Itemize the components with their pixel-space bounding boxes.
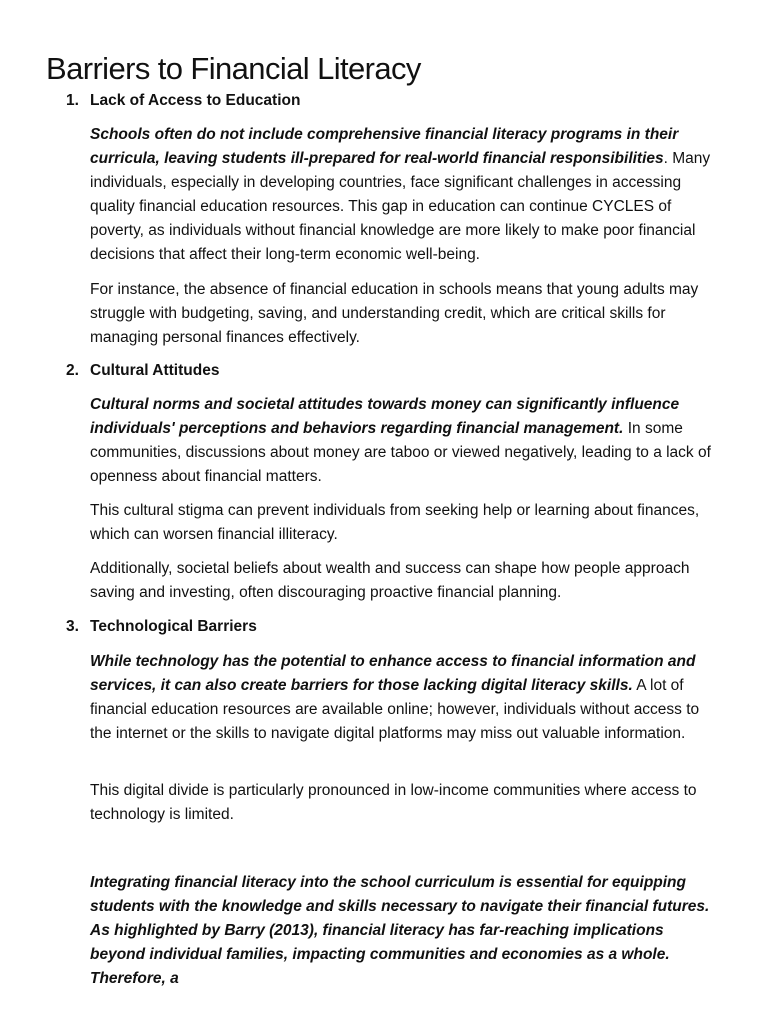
section-1-paragraph-1-text: . Many individuals, especially in developing countries, face significant challenges in accessing quality financial education resources. This gap in education can continue CYCLES of poverty, as individuals without financial knowledge are more likely to make poor financial decisions that affect their long-term economic well-being. [90, 150, 711, 263]
section-3-paragraph-1 [90, 650, 722, 746]
section-3-paragraph-1-text: A lot of financial education resources are available online; however, individuals without access to the internet or the skills to navigate digital platforms may miss out valuable information. [90, 677, 700, 742]
section-1-paragraph-1 [90, 123, 722, 267]
section-2-number: 2. [66, 362, 79, 379]
section-2-paragraph-3 [90, 557, 722, 605]
section-1-paragraph-2-text: For instance, the absence of financial education in schools means that young adults may struggle with budgeting, saving, and understanding credit, which are critical skills for managing personal finances effectively. [90, 281, 699, 346]
section-3-number: 3. [66, 618, 79, 635]
section-2-paragraph-1-text: In some communities, discussions about money are taboo or viewed negatively, leading to a lack of openness about financial matters. [90, 420, 711, 485]
section-2-paragraph-3-text: Additionally, societal beliefs about wealth and success can shape how people approach saving and investing, often discouraging proactive financial planning. [90, 560, 690, 601]
section-1-paragraph-1-lead: Schools often do not include comprehensive financial literacy programs in their curricula, leaving students ill-prepared for real-world financial responsibilities [90, 126, 679, 167]
page-title: Barriers to Financial Literacy [46, 51, 421, 86]
closing-paragraph: Integrating financial literacy into the school curriculum is essential for equipping students with the knowledge and skills necessary to navigate their financial futures. As highlighted by Barry (2013), financial literacy has far-reaching implications beyond individual families, impacting communities and economies as a whole. Therefore, a [90, 874, 710, 987]
section-3-paragraph-2-text: This digital divide is particularly pronounced in low-income communities where access to technology is limited. [90, 782, 697, 823]
section-1-paragraph-2 [90, 278, 722, 350]
section-2-paragraph-1 [90, 393, 722, 489]
section-2-heading: Cultural Attitudes [90, 362, 220, 379]
section-3-heading: Technological Barriers [90, 618, 257, 635]
section-2-paragraph-1-lead: Cultural norms and societal attitudes towards money can significantly influence individuals' perceptions and behaviors regarding financial management. [90, 396, 680, 437]
section-2-paragraph-2-text: This cultural stigma can prevent individuals from seeking help or learning about finances, which can worsen financial illiteracy. [90, 502, 700, 543]
section-1-heading: Lack of Access to Education [90, 92, 301, 109]
section-1-number: 1. [66, 92, 79, 109]
section-3-paragraph-1-lead: While technology has the potential to enhance access to financial information and services, it can also create barriers for those lacking digital literacy skills. [90, 653, 696, 694]
section-3-paragraph-2 [90, 779, 722, 827]
section-2-paragraph-2 [90, 499, 722, 547]
